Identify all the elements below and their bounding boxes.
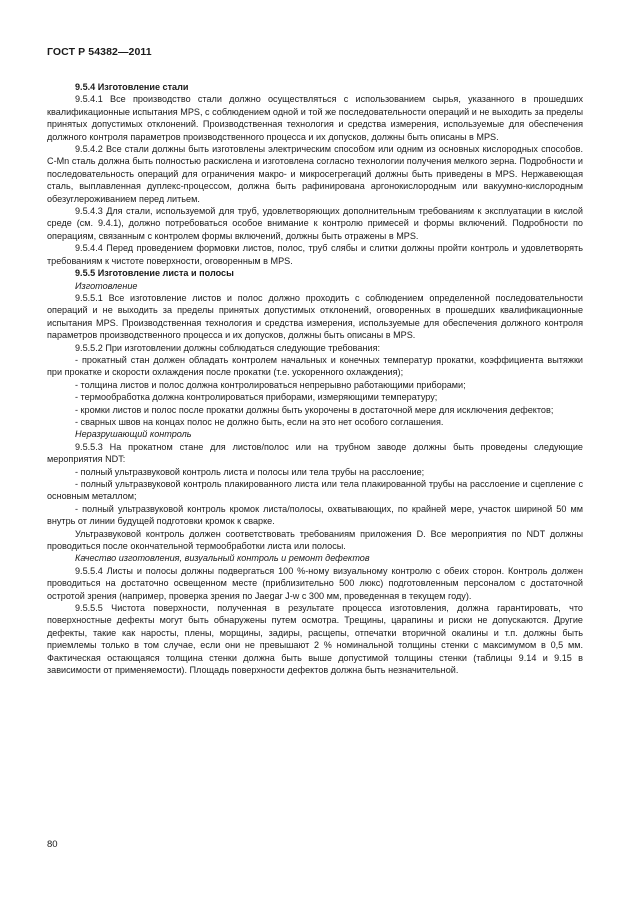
paragraph: - полный ультразвуковой контроль плакированного листа или тела плакированной трубы на расслоение и сцепление с основным металлом; (47, 479, 583, 502)
paragraph: - термообработка должна контролироваться приборами, измеряющими температуру; (75, 392, 438, 403)
paragraph: Ультразвуковой контроль должен соответствовать требованиям приложения D. Все мероприятия по NDT должны проводиться после окончательной термообработки листа или полосы. (47, 528, 583, 552)
paragraph: 9.5.5.5 Чистота поверхности, полученная в результате процесса изготовления, должна гарантировать, что поверхностные дефекты могут быть обнаружены путем осмотра. Трещины, царапины и риски не допускаются. Другие дефекты, такие как наросты, плены, морщины, задиры, расщепы, отпечатки вторичной окалины и т.п. должны быть приемлемы только в том случае, если они не превышают 2 % номинальной толщины стенки с максимумом в 0,5 мм. Фактическая остающаяся толщина стенки должна быть выше допустимой толщины стенки (таблицы 9.14 и 9.15 в зависимости от применяемости). Площадь поверхности дефектов должна быть незначительной. (47, 603, 583, 676)
paragraph: 9.5.4.2 Все стали должны быть изготовлены электрическим способом или одним из основных кислородных способов. C-Mn сталь должна быть полностью раскислена и изготовлена согласно технологии получения мелкого зерна. Подробности и последовательность операций для ограничения макро- и микросегрегаций должны быть приведены в MPS. Нержавеющая сталь, выплавленная дуплекс-процессом, должна быть рафинирована аргонокислородным или вакуумно-кислородным обезуглероживанием перед литьем. (47, 144, 583, 204)
paragraph: 9.5.5.4 Листы и полосы должны подвергаться 100 %-ному визуальному контролю с обеих сторон. Контроль должен проводиться на достаточно освещенном месте (приблизительно 500 люкс) подготовленным персоналом с достаточной остротой зрения (например, проверка зрения по Jaegar J-w с 300 мм, проведенная в текущем году). (47, 565, 583, 601)
document-body (47, 81, 583, 677)
section-heading: 9.5.5 Изготовление листа и полосы (75, 268, 234, 279)
paragraph: 9.5.5.3 На прокатном стане для листов/полос или на трубном заводе должны быть проведены следующие мероприятия NDT: (47, 441, 583, 465)
paragraph: 9.5.4.1 Все производство стали должно осуществляться с использованием сырья, указанного в прошедших квалификационные испытания MPS, с соблюдением одной и той же последовательности операций и не выходить за пределы принятых допустимых отклонений. Производственная технология и средства измерения, используемые для обеспечения должного контроля параметров производственного процесса и их допусков, должны быть описаны в MPS. (47, 94, 583, 142)
paragraph: 9.5.4.3 Для стали, используемой для труб, удовлетворяющих дополнительным требованиям к эксплуатации в кислой среде (см. 9.4.1), должно потребоваться особое внимание к контролю примесей и формы включений. Подробности по операциям, связанным с контролем формы включений, должны быть отражены в MPS. (47, 206, 583, 241)
paragraph: 9.5.4.4 Перед проведением формовки листов, полос, труб слябы и слитки должны пройти контроль и удовлетворять требованиям к чистоте поверхности, оговоренным в MPS. (47, 243, 583, 266)
paragraph: - сварных швов на концах полос не должно быть, если на это нет особого соглашения. (75, 416, 444, 427)
paragraph: - полный ультразвуковой контроль листа и полосы или тела трубы на расслоение; (75, 466, 425, 477)
page-number: 80 (47, 839, 58, 850)
document-header: ГОСТ Р 54382—2011 (47, 46, 152, 58)
section-heading: 9.5.4 Изготовление стали (75, 82, 189, 92)
paragraph: - толщина листов и полос должна контролироваться непрерывно работающими приборами; (75, 379, 466, 390)
paragraph: - кромки листов и полос после прокатки должны быть укорочены в достаточной мере для исключения дефектов; (75, 404, 554, 415)
paragraph: 9.5.5.1 Все изготовление листов и полос должно проходить с соблюдением определенной последовательности операций и не выходить за пределы принятых допустимых отклонений, оговоренных в прошедших квалификационные испытания MPS. Производственная технология и средства измерения, используемые для обеспечения должного контроля параметров производственного процесса и их допусков, должны быть описаны в MPS. (47, 292, 583, 341)
subsection-title: Качество изготовления, визуальный контроль и ремонт дефектов (75, 553, 370, 564)
subsection-title: Изготовление (75, 280, 138, 291)
subsection-title: Неразрушающий контроль (75, 429, 192, 440)
paragraph: 9.5.5.2 При изготовлении должны соблюдаться следующие требования: (75, 342, 381, 353)
paragraph: - полный ультразвуковой контроль кромок листа/полосы, охватывающих, по крайней мере, участок шириной 50 мм внутрь от линии будущей подготовки кромок к сварке. (47, 503, 583, 527)
paragraph: - прокатный стан должен обладать контролем начальных и конечных температур прокатки, коэффициента вытяжки при прокатке и скорости охлаждения после прокатки (т.е. ускоренного охлаждения); (47, 354, 583, 378)
